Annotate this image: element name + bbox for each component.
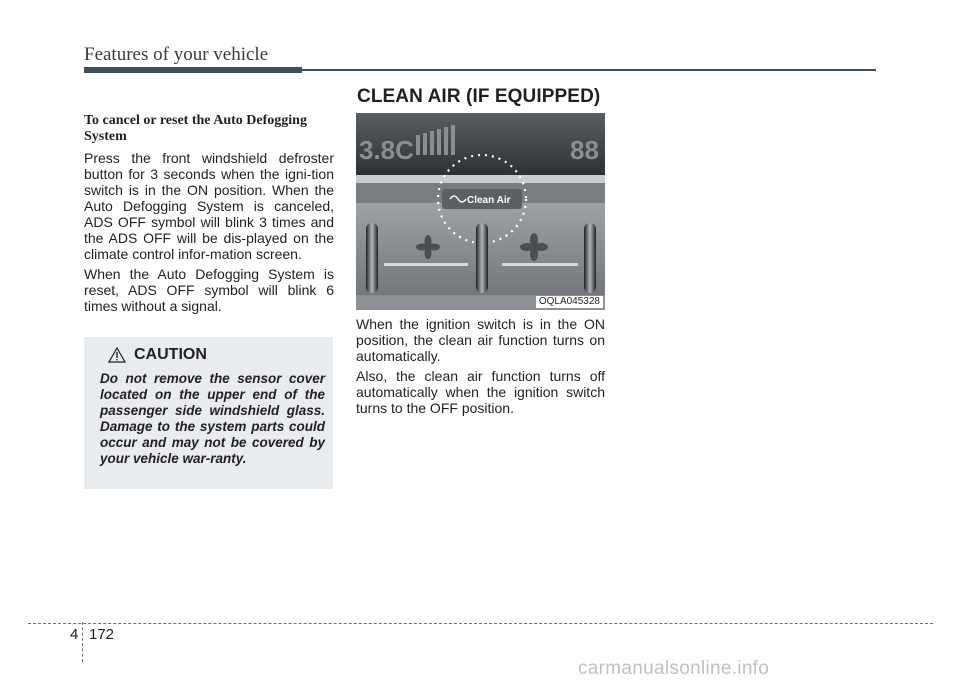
control-knob[interactable] — [366, 223, 378, 293]
header-rule-thin — [302, 69, 876, 71]
figure-code: OQLA045328 — [536, 296, 603, 308]
clean-air-button[interactable] — [442, 189, 522, 209]
clean-air-label: Clean Air — [467, 195, 511, 206]
footer-rule — [28, 623, 933, 624]
climate-control-photo — [356, 113, 605, 310]
section-title: CLEAN AIR (IF EQUIPPED) — [357, 86, 601, 107]
subhead: To cancel or reset the Auto Defogging System — [84, 113, 307, 144]
caution-text: Do not remove the sensor cover located on the upper end of the passenger side windshield glass. Damage to the system parts could occur and may not be covered by your vehicle war-ranty. — [100, 371, 325, 466]
page-header-title: Features of your vehicle — [84, 44, 269, 65]
footer-separator — [82, 622, 83, 662]
page-number: 172 — [89, 626, 115, 643]
caution-header — [108, 345, 325, 365]
paragraph: When the Auto Defogging System is reset, ADS OFF symbol will blink 6 times without a signal. — [84, 266, 334, 314]
warning-triangle-icon — [108, 347, 126, 363]
watermark: carmanualsonline.info — [578, 658, 770, 679]
display-temp-left: 3.8C — [359, 135, 414, 165]
climate-panel-illustration — [356, 113, 605, 310]
paragraph: Press the front windshield defroster button for 3 seconds when the igni-tion switch is in the ON position. When the Auto Defogging System is canceled, ADS OFF symbol will blink 3 times and the ADS OFF will be dis-played on the climate control infor-mation screen. — [84, 150, 334, 262]
header-rule-thick — [84, 67, 302, 73]
chapter-number: 4 — [70, 626, 79, 643]
control-knob[interactable] — [476, 223, 488, 293]
paragraph: When the ignition switch is in the ON position, the clean air function turns on automatically. — [356, 316, 605, 364]
display-temp-right: 88 — [570, 135, 599, 165]
paragraph: Also, the clean air function turns off automatically when the ignition switch turns to the OFF position. — [356, 368, 605, 416]
right-column — [356, 316, 605, 420]
left-column — [84, 113, 334, 318]
caution-title: CAUTION — [134, 346, 207, 363]
control-knob[interactable] — [584, 223, 596, 293]
caution-box — [84, 337, 333, 489]
